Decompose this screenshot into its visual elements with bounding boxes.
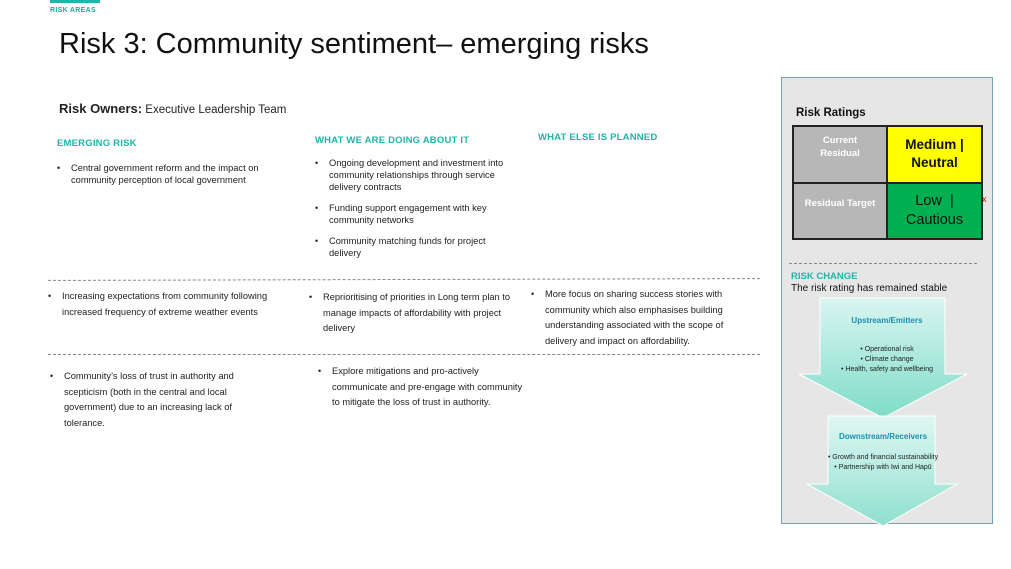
list-item: • Reprioritising of priorities in Long term plan to manage impacts of affordability with project delivery (309, 290, 519, 337)
heading-emerging-risk: EMERGING RISK (57, 138, 137, 149)
current-residual-value: Medium | Neutral (887, 126, 982, 183)
list-item: • More focus on sharing success stories with community which also emphasises building understanding associated with the scope of delivery and impact on affordability. (531, 287, 743, 349)
risk-ratings-title: Risk Ratings (796, 107, 866, 119)
list-item: • Operational risk (812, 345, 962, 355)
risk-change-heading: RISK CHANGE (791, 271, 858, 282)
downstream-label: Downstream/Receivers (838, 432, 928, 441)
risk-flow-arrows (795, 296, 980, 526)
risk-owners-label: Risk Owners: (59, 101, 143, 116)
list-item: • Ongoing development and investment into community relationships through service delivery contracts (315, 157, 520, 193)
row1-doing-list (315, 157, 520, 268)
row2-emerging-list (48, 289, 273, 329)
heading-what-else-planned: WHAT ELSE IS PLANNED (538, 132, 658, 143)
downstream-items (808, 453, 958, 473)
list-item: • Increasing expectations from community following increased frequency of extreme weather events (48, 289, 273, 320)
section-accent-bar (50, 0, 100, 3)
list-item: • Climate change (812, 355, 962, 365)
list-item: • Funding support engagement with key community networks (315, 202, 520, 226)
marker-x: x (982, 194, 987, 204)
list-item: • Growth and financial sustainability (808, 453, 958, 463)
panel-divider (789, 263, 977, 264)
list-item: • Community matching funds for project delivery (315, 235, 520, 259)
upstream-items (812, 345, 962, 375)
row2-doing-list (309, 290, 519, 346)
row3-emerging-list (50, 369, 260, 440)
list-item: • Health, safety and wellbeing (812, 365, 962, 375)
list-item: • Central government reform and the impact on community perception of local government (57, 162, 297, 186)
row3-doing-list (318, 364, 528, 420)
list-item: • Explore mitigations and pro-actively communicate and pre-engage with community to mitigate the loss of trust in authority. (318, 364, 528, 411)
risk-owners-value: Executive Leadership Team (145, 104, 287, 116)
heading-what-we-are-doing: WHAT WE ARE DOING ABOUT IT (315, 135, 470, 146)
row-divider (48, 354, 760, 355)
section-tag: RISK AREAS (50, 7, 96, 14)
risk-ratings-grid (792, 125, 983, 240)
list-item: • Community’s loss of trust in authority and scepticism (both in the central and local government) due to an increasing lack of tolerance. (50, 369, 260, 431)
risk-change-text: The risk rating has remained stable (791, 283, 948, 294)
residual-target-value: Low | Cautious (887, 183, 982, 240)
list-item: • Partnership with Iwi and Hapū (808, 463, 958, 473)
row-divider (48, 278, 760, 281)
row2-planned-list (531, 287, 743, 358)
row1-emerging-list (57, 162, 297, 195)
risk-owners (59, 101, 286, 116)
upstream-label: Upstream/Emitters (851, 316, 923, 325)
page-title: Risk 3: Community sentiment– emerging risks (59, 28, 649, 60)
residual-target-label: Residual Target (793, 183, 887, 240)
current-residual-label: Current Residual (793, 126, 887, 183)
